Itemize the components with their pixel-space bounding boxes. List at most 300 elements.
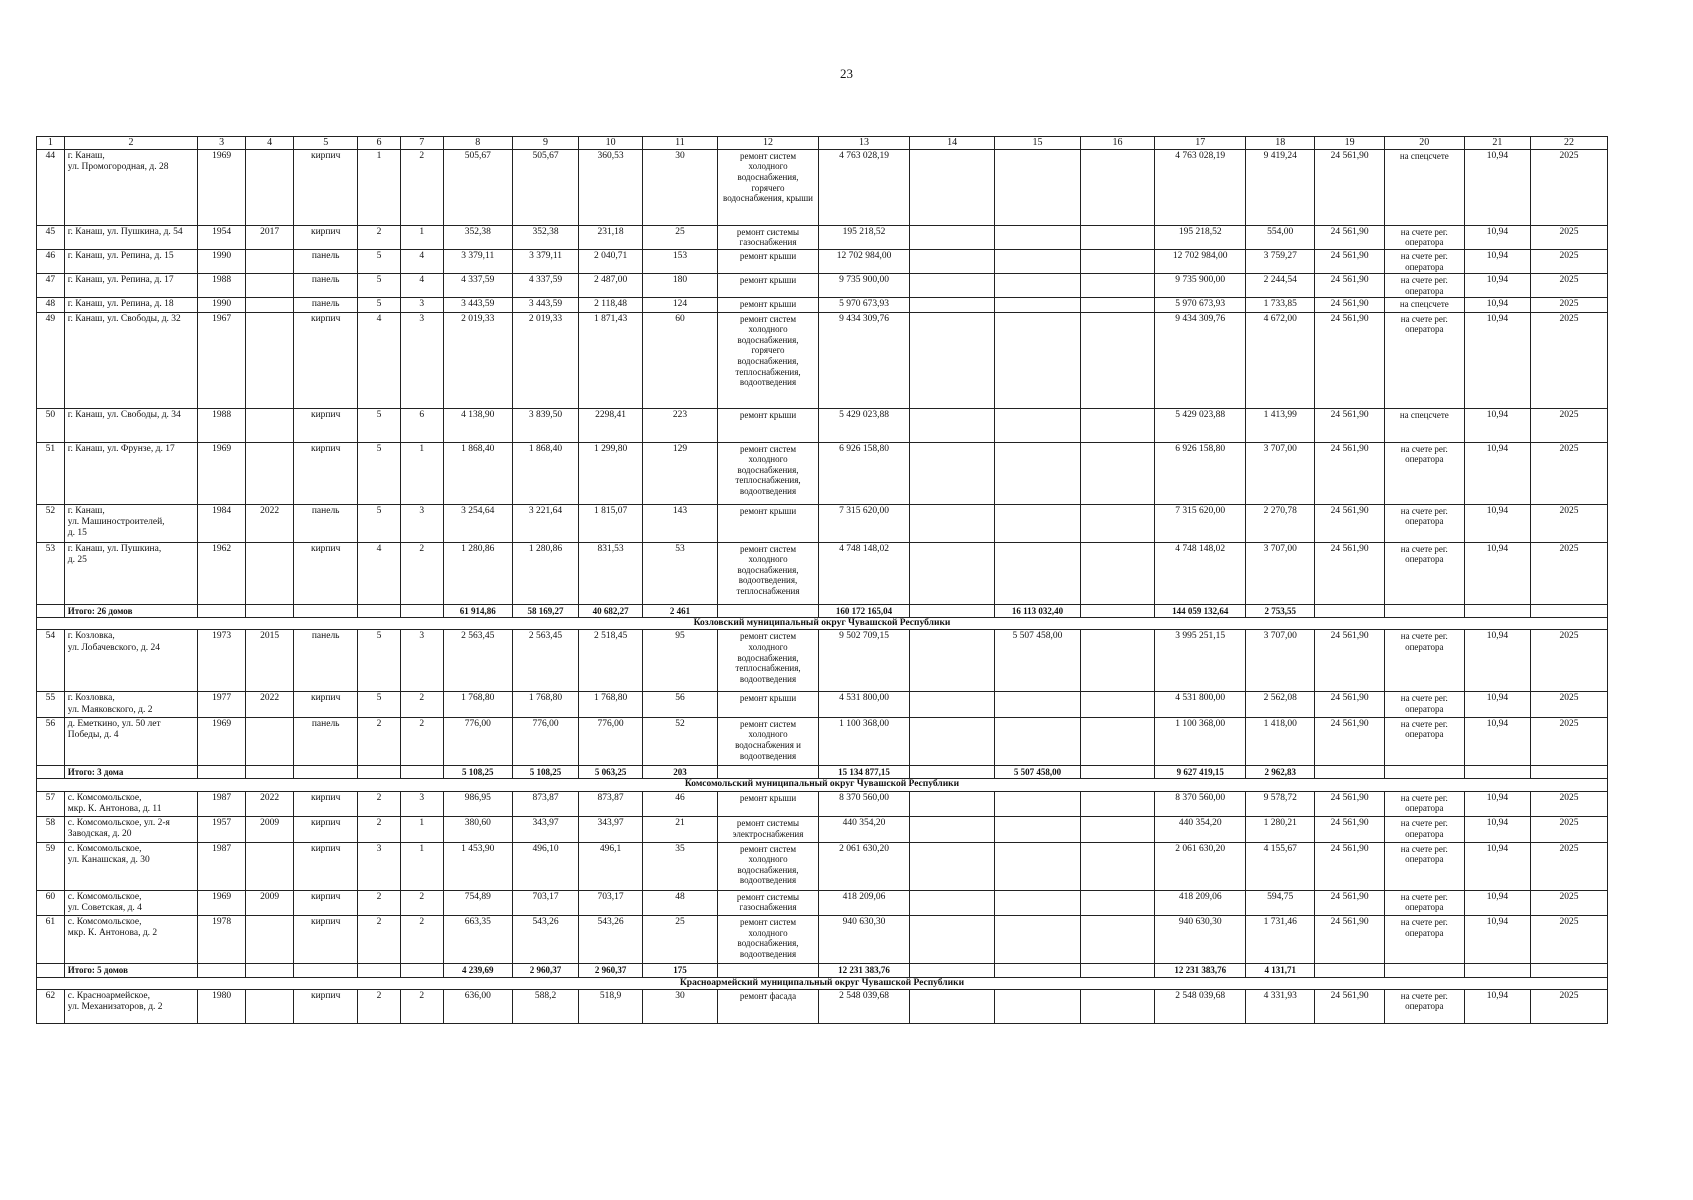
cell-col-12: ремонт систем холодного водоснабжения, горячего водоснабжения, теплоснабжения, водоотведения	[717, 312, 818, 408]
cell-col-12: ремонт систем холодного водоснабжения, теплоснабжения, водоотведения	[717, 442, 818, 504]
cell-col-12	[717, 963, 818, 977]
cell-col-2: г. Канаш, ул. Свободы, д. 32	[64, 312, 197, 408]
cell-col-17: 12 231 383,76	[1155, 963, 1246, 977]
cell-col-20: на спецсчете	[1384, 149, 1464, 225]
cell-col-7: 2	[400, 149, 443, 225]
cell-col-6: 5	[358, 298, 401, 312]
cell-col-11: 53	[643, 542, 718, 604]
cell-col-4	[246, 963, 294, 977]
cell-col-4: 2022	[246, 692, 294, 717]
cell-col-7: 2	[400, 692, 443, 717]
table-row	[37, 298, 1608, 312]
cell-col-20: на счете рег. оператора	[1384, 692, 1464, 717]
cell-col-6: 2	[358, 890, 401, 915]
cell-col-13: 6 926 158,80	[819, 442, 910, 504]
page-number: 23	[840, 66, 853, 81]
cell-col-21	[1464, 765, 1530, 779]
cell-col-11: 56	[643, 692, 718, 717]
cell-col-20	[1384, 963, 1464, 977]
table-row	[37, 717, 1608, 765]
cell-col-21: 10,94	[1464, 791, 1530, 816]
cell-col-20: на счете рег. оператора	[1384, 842, 1464, 890]
cell-col-12: ремонт систем холодного водоснабжения и водоотведения	[717, 717, 818, 765]
cell-col-21: 10,94	[1464, 312, 1530, 408]
cell-col-2: г. Канаш, ул. Промогородная, д. 28	[64, 149, 197, 225]
cell-col-11: 35	[643, 842, 718, 890]
cell-col-4: 2015	[246, 630, 294, 692]
cell-col-18: 4 331,93	[1246, 989, 1315, 1023]
cell-col-22	[1530, 765, 1607, 779]
cell-col-8: 2 019,33	[443, 312, 512, 408]
cell-col-22: 2025	[1530, 312, 1607, 408]
cell-col-5: кирпич	[294, 408, 358, 442]
cell-col-11: 30	[643, 149, 718, 225]
cell-col-3: 1957	[198, 817, 246, 842]
cell-col-19: 24 561,90	[1315, 312, 1384, 408]
cell-col-13: 9 434 309,76	[819, 312, 910, 408]
cell-col-21: 10,94	[1464, 717, 1530, 765]
cell-col-5: панель	[294, 250, 358, 274]
cell-col-19	[1315, 963, 1384, 977]
cell-col-17: 4 763 028,19	[1155, 149, 1246, 225]
cell-col-15: 5 507 458,00	[995, 630, 1080, 692]
cell-col-7: 3	[400, 312, 443, 408]
cell-col-5: кирпич	[294, 842, 358, 890]
cell-col-5	[294, 604, 358, 618]
cell-col-5: панель	[294, 630, 358, 692]
cell-col-17: 9 627 419,15	[1155, 765, 1246, 779]
cell-col-6: 5	[358, 274, 401, 298]
cell-col-14	[909, 225, 994, 249]
cell-col-14	[909, 312, 994, 408]
cell-col-10: 2298,41	[579, 408, 643, 442]
table-row	[37, 442, 1608, 504]
cell-col-22: 2025	[1530, 915, 1607, 963]
cell-col-17: 4 531 800,00	[1155, 692, 1246, 717]
cell-col-3: 1969	[198, 717, 246, 765]
cell-col-8: 3 443,59	[443, 298, 512, 312]
cell-col-1: 51	[37, 442, 65, 504]
cell-col-1: 50	[37, 408, 65, 442]
cell-col-21: 10,94	[1464, 989, 1530, 1023]
table-row	[37, 274, 1608, 298]
cell-col-18: 9 578,72	[1246, 791, 1315, 816]
cell-col-12: ремонт крыши	[717, 408, 818, 442]
cell-col-19: 24 561,90	[1315, 791, 1384, 816]
cell-col-14	[909, 274, 994, 298]
cell-col-22: 2025	[1530, 692, 1607, 717]
cell-col-6: 1	[358, 149, 401, 225]
cell-col-8: 352,38	[443, 225, 512, 249]
cell-col-10: 518,9	[579, 989, 643, 1023]
cell-col-1: 48	[37, 298, 65, 312]
cell-col-7: 6	[400, 408, 443, 442]
cell-col-15	[995, 717, 1080, 765]
cell-col-7: 1	[400, 817, 443, 842]
cell-col-11: 203	[643, 765, 718, 779]
cell-col-11: 30	[643, 989, 718, 1023]
cell-col-21	[1464, 604, 1530, 618]
cell-col-8: 636,00	[443, 989, 512, 1023]
cell-col-2: г. Козловка, ул. Маяковского, д. 2	[64, 692, 197, 717]
cell-col-16	[1080, 765, 1155, 779]
cell-col-20: на счете рег. оператора	[1384, 915, 1464, 963]
cell-col-19: 24 561,90	[1315, 817, 1384, 842]
cell-col-8: 1 768,80	[443, 692, 512, 717]
cell-col-22: 2025	[1530, 630, 1607, 692]
cell-col-6: 5	[358, 692, 401, 717]
cell-col-17: 2 548 039,68	[1155, 989, 1246, 1023]
cell-col-17: 4 748 148,02	[1155, 542, 1246, 604]
cell-col-6	[358, 765, 401, 779]
cell-col-11: 175	[643, 963, 718, 977]
cell-col-8: 754,89	[443, 890, 512, 915]
cell-col-13: 160 172 165,04	[819, 604, 910, 618]
column-number: 9	[512, 137, 578, 150]
cell-col-13: 9 502 709,15	[819, 630, 910, 692]
cell-col-10: 40 682,27	[579, 604, 643, 618]
cell-col-7: 2	[400, 717, 443, 765]
cell-col-12: ремонт крыши	[717, 250, 818, 274]
cell-col-21: 10,94	[1464, 250, 1530, 274]
cell-col-17: 418 209,06	[1155, 890, 1246, 915]
cell-col-2: г. Канаш, ул. Свободы, д. 34	[64, 408, 197, 442]
cell-col-4	[246, 765, 294, 779]
table-row	[37, 312, 1608, 408]
subtotal-row	[37, 963, 1608, 977]
cell-col-12: ремонт фасада	[717, 989, 818, 1023]
cell-col-21: 10,94	[1464, 225, 1530, 249]
cell-col-16	[1080, 442, 1155, 504]
cell-col-15: 5 507 458,00	[995, 765, 1080, 779]
cell-col-22: 2025	[1530, 542, 1607, 604]
cell-col-22: 2025	[1530, 298, 1607, 312]
cell-col-10: 703,17	[579, 890, 643, 915]
cell-col-5: кирпич	[294, 312, 358, 408]
cell-col-7: 4	[400, 250, 443, 274]
cell-col-21: 10,94	[1464, 817, 1530, 842]
cell-col-8: 2 563,45	[443, 630, 512, 692]
cell-col-16	[1080, 542, 1155, 604]
cell-col-7: 1	[400, 842, 443, 890]
cell-col-6	[358, 963, 401, 977]
cell-col-17: 5 429 023,88	[1155, 408, 1246, 442]
cell-col-4	[246, 989, 294, 1023]
cell-col-4	[246, 442, 294, 504]
cell-col-10: 873,87	[579, 791, 643, 816]
cell-col-3: 1990	[198, 250, 246, 274]
cell-col-16	[1080, 989, 1155, 1023]
cell-col-14	[909, 250, 994, 274]
cell-col-18: 3 707,00	[1246, 442, 1315, 504]
cell-col-15	[995, 504, 1080, 542]
cell-col-5: кирпич	[294, 890, 358, 915]
cell-col-9: 2 563,45	[512, 630, 578, 692]
cell-col-13: 940 630,30	[819, 915, 910, 963]
cell-col-18: 1 733,85	[1246, 298, 1315, 312]
column-number: 4	[246, 137, 294, 150]
cell-col-19: 24 561,90	[1315, 442, 1384, 504]
cell-col-1: 57	[37, 791, 65, 816]
cell-col-4: 2022	[246, 504, 294, 542]
cell-col-13: 2 548 039,68	[819, 989, 910, 1023]
cell-col-14	[909, 963, 994, 977]
cell-col-1: 52	[37, 504, 65, 542]
cell-col-10: 2 040,71	[579, 250, 643, 274]
cell-col-7: 2	[400, 989, 443, 1023]
cell-col-7: 3	[400, 298, 443, 312]
cell-col-6: 2	[358, 817, 401, 842]
cell-col-4	[246, 274, 294, 298]
cell-col-19: 24 561,90	[1315, 274, 1384, 298]
cell-col-14	[909, 408, 994, 442]
cell-col-7	[400, 604, 443, 618]
cell-col-10: 2 487,00	[579, 274, 643, 298]
column-number: 14	[909, 137, 994, 150]
cell-col-16	[1080, 604, 1155, 618]
cell-col-6: 5	[358, 442, 401, 504]
cell-col-13: 12 231 383,76	[819, 963, 910, 977]
cell-col-5: панель	[294, 504, 358, 542]
cell-col-4	[246, 408, 294, 442]
cell-col-16	[1080, 692, 1155, 717]
cell-col-7: 4	[400, 274, 443, 298]
cell-col-17: 8 370 560,00	[1155, 791, 1246, 816]
cell-col-14	[909, 149, 994, 225]
cell-col-19: 24 561,90	[1315, 408, 1384, 442]
cell-col-15	[995, 842, 1080, 890]
cell-col-1: 59	[37, 842, 65, 890]
district-section-row	[37, 618, 1608, 630]
cell-col-18: 594,75	[1246, 890, 1315, 915]
cell-col-9: 343,97	[512, 817, 578, 842]
table-row	[37, 542, 1608, 604]
cell-col-1: 61	[37, 915, 65, 963]
cell-col-11: 153	[643, 250, 718, 274]
cell-col-10: 1 768,80	[579, 692, 643, 717]
cell-col-9: 703,17	[512, 890, 578, 915]
cell-col-11: 143	[643, 504, 718, 542]
cell-col-13: 5 970 673,93	[819, 298, 910, 312]
cell-col-7: 1	[400, 225, 443, 249]
cell-col-12: ремонт крыши	[717, 791, 818, 816]
cell-col-12: ремонт крыши	[717, 692, 818, 717]
cell-col-18: 2 244,54	[1246, 274, 1315, 298]
table-row	[37, 817, 1608, 842]
cell-col-3: 1954	[198, 225, 246, 249]
cell-col-19: 24 561,90	[1315, 842, 1384, 890]
column-number: 13	[819, 137, 910, 150]
column-number: 6	[358, 137, 401, 150]
cell-col-21: 10,94	[1464, 915, 1530, 963]
cell-col-12	[717, 765, 818, 779]
cell-col-13: 4 531 800,00	[819, 692, 910, 717]
table-row	[37, 408, 1608, 442]
cell-col-3: 1984	[198, 504, 246, 542]
cell-col-17: 12 702 984,00	[1155, 250, 1246, 274]
cell-col-9: 4 337,59	[512, 274, 578, 298]
cell-col-16	[1080, 274, 1155, 298]
cell-col-18: 2 753,55	[1246, 604, 1315, 618]
cell-col-21: 10,94	[1464, 842, 1530, 890]
cell-col-9: 1 768,80	[512, 692, 578, 717]
cell-col-14	[909, 717, 994, 765]
cell-col-8: 4 239,69	[443, 963, 512, 977]
cell-col-6: 2	[358, 791, 401, 816]
column-number: 21	[1464, 137, 1530, 150]
cell-col-17: 195 218,52	[1155, 225, 1246, 249]
table-row	[37, 692, 1608, 717]
cell-col-15	[995, 542, 1080, 604]
cell-col-19: 24 561,90	[1315, 250, 1384, 274]
cell-col-3: 1969	[198, 149, 246, 225]
cell-col-15	[995, 890, 1080, 915]
cell-col-4: 2009	[246, 817, 294, 842]
cell-col-12: ремонт систем холодного водоснабжения, горячего водоснабжения, крыши	[717, 149, 818, 225]
cell-col-2: с. Комсомольское, мкр. К. Антонова, д. 2	[64, 915, 197, 963]
cell-col-13: 4 763 028,19	[819, 149, 910, 225]
cell-col-10: 496,1	[579, 842, 643, 890]
cell-col-13: 195 218,52	[819, 225, 910, 249]
cell-col-4	[246, 604, 294, 618]
table-row	[37, 149, 1608, 225]
cell-col-17: 144 059 132,64	[1155, 604, 1246, 618]
cell-col-14	[909, 890, 994, 915]
cell-col-20: на счете рег. оператора	[1384, 989, 1464, 1023]
cell-col-5: кирпич	[294, 791, 358, 816]
cell-col-1: 47	[37, 274, 65, 298]
cell-col-20: на спецсчете	[1384, 298, 1464, 312]
cell-col-17: 3 995 251,15	[1155, 630, 1246, 692]
cell-col-18: 1 731,46	[1246, 915, 1315, 963]
cell-col-14	[909, 604, 994, 618]
cell-col-11: 52	[643, 717, 718, 765]
cell-col-16	[1080, 504, 1155, 542]
cell-col-5: кирпич	[294, 692, 358, 717]
cell-col-6: 2	[358, 915, 401, 963]
cell-col-14	[909, 542, 994, 604]
cell-col-3: 1980	[198, 989, 246, 1023]
cell-col-11: 2 461	[643, 604, 718, 618]
column-number: 22	[1530, 137, 1607, 150]
cell-col-21: 10,94	[1464, 504, 1530, 542]
cell-col-5	[294, 963, 358, 977]
cell-col-16	[1080, 915, 1155, 963]
cell-col-12: ремонт систем холодного водоснабжения, теплоснабжения, водоотведения	[717, 630, 818, 692]
cell-col-20: на счете рег. оператора	[1384, 225, 1464, 249]
cell-col-1: 53	[37, 542, 65, 604]
cell-col-15	[995, 250, 1080, 274]
cell-col-20: на счете рег. оператора	[1384, 542, 1464, 604]
cell-col-10: 831,53	[579, 542, 643, 604]
cell-col-15	[995, 408, 1080, 442]
cell-col-14	[909, 842, 994, 890]
cell-col-21: 10,94	[1464, 542, 1530, 604]
cell-col-22	[1530, 604, 1607, 618]
column-number: 8	[443, 137, 512, 150]
column-number-header	[37, 137, 1608, 150]
cell-col-4	[246, 717, 294, 765]
cell-col-12: ремонт крыши	[717, 274, 818, 298]
cell-col-20: на счете рег. оператора	[1384, 630, 1464, 692]
cell-col-2: с. Комсомольское, ул. 2-я Заводская, д. 20	[64, 817, 197, 842]
cell-col-10: 1 299,80	[579, 442, 643, 504]
cell-col-8: 776,00	[443, 717, 512, 765]
cell-col-8: 1 453,90	[443, 842, 512, 890]
cell-col-20: на счете рег. оператора	[1384, 274, 1464, 298]
cell-col-13: 15 134 877,15	[819, 765, 910, 779]
cell-col-22: 2025	[1530, 890, 1607, 915]
cell-col-8: 1 868,40	[443, 442, 512, 504]
cell-col-21: 10,94	[1464, 442, 1530, 504]
cell-col-4: 2017	[246, 225, 294, 249]
column-number: 3	[198, 137, 246, 150]
cell-col-21	[1464, 963, 1530, 977]
cell-col-10: 2 118,48	[579, 298, 643, 312]
cell-col-21: 10,94	[1464, 890, 1530, 915]
cell-col-7: 3	[400, 504, 443, 542]
cell-col-14	[909, 692, 994, 717]
cell-col-8: 663,35	[443, 915, 512, 963]
district-section-row	[37, 779, 1608, 791]
cell-col-4: 2022	[246, 791, 294, 816]
cell-col-22: 2025	[1530, 791, 1607, 816]
cell-col-2: с. Комсомольское, ул. Канашская, д. 30	[64, 842, 197, 890]
cell-col-4	[246, 842, 294, 890]
cell-col-17: 5 970 673,93	[1155, 298, 1246, 312]
cell-col-13: 12 702 984,00	[819, 250, 910, 274]
cell-col-3: 1978	[198, 915, 246, 963]
cell-col-9: 3 379,11	[512, 250, 578, 274]
cell-col-9: 5 108,25	[512, 765, 578, 779]
cell-col-3: 1967	[198, 312, 246, 408]
cell-col-11: 21	[643, 817, 718, 842]
cell-col-6: 2	[358, 717, 401, 765]
cell-col-3: 1973	[198, 630, 246, 692]
cell-col-3: 1969	[198, 890, 246, 915]
cell-col-1: 54	[37, 630, 65, 692]
cell-col-7: 2	[400, 542, 443, 604]
cell-col-7: 3	[400, 791, 443, 816]
cell-col-3: 1969	[198, 442, 246, 504]
cell-col-13: 2 061 630,20	[819, 842, 910, 890]
cell-col-15	[995, 225, 1080, 249]
cell-col-15	[995, 274, 1080, 298]
cell-col-17: 9 434 309,76	[1155, 312, 1246, 408]
cell-col-8: 4 138,90	[443, 408, 512, 442]
cell-col-5: кирпич	[294, 442, 358, 504]
cell-col-12: ремонт крыши	[717, 504, 818, 542]
cell-col-9: 3 443,59	[512, 298, 578, 312]
table-row	[37, 225, 1608, 249]
cell-col-9: 1 280,86	[512, 542, 578, 604]
cell-col-18: 1 413,99	[1246, 408, 1315, 442]
cell-col-12: ремонт систем холодного водоснабжения, водоотведения, теплоснабжения	[717, 542, 818, 604]
cell-col-2: д. Еметкино, ул. 50 лет Победы, д. 4	[64, 717, 197, 765]
cell-col-5: панель	[294, 717, 358, 765]
cell-col-11: 25	[643, 915, 718, 963]
cell-col-10: 1 871,43	[579, 312, 643, 408]
cell-col-15	[995, 915, 1080, 963]
cell-col-17: 7 315 620,00	[1155, 504, 1246, 542]
column-number: 2	[64, 137, 197, 150]
cell-col-22	[1530, 963, 1607, 977]
district-section-row	[37, 977, 1608, 989]
cell-col-2: г. Козловка, ул. Лобачевского, д. 24	[64, 630, 197, 692]
cell-col-9: 3 839,50	[512, 408, 578, 442]
cell-col-22: 2025	[1530, 504, 1607, 542]
cell-col-21: 10,94	[1464, 408, 1530, 442]
